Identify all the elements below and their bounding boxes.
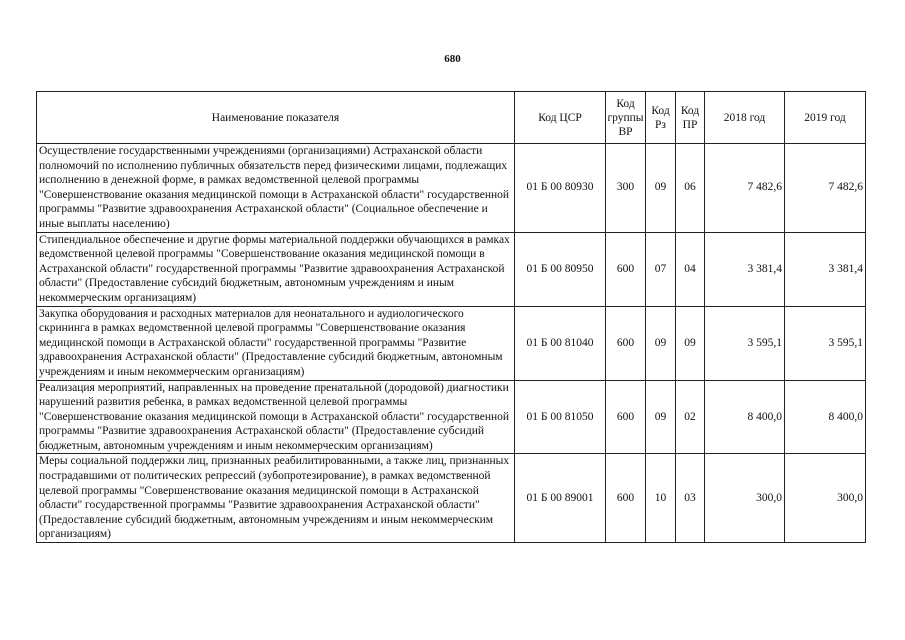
header-year-2019: 2019 год — [785, 92, 866, 144]
header-indicator-name: Наименование показателя — [37, 92, 515, 144]
row-amount-2019: 300,0 — [785, 454, 866, 543]
row-rz-code: 09 — [646, 380, 676, 454]
table-header-row — [37, 92, 866, 144]
row-pr-code: 06 — [676, 144, 705, 233]
row-indicator-name: Осуществление государственными учреждениями (организациями) Астраханской области полномочий по исполнению публичных обязательств перед физическими лицами, подлежащих исполнению в денежной форме, в рамках ведомственной целевой программы "Совершенствование оказания медицинской помощи в Астраханской области" государственной программы "Развитие здравоохранения Астраханской области" (Социальное обеспечение и иные выплаты населению) — [37, 144, 515, 233]
row-amount-2018: 3 381,4 — [705, 232, 785, 306]
table-row — [37, 380, 866, 454]
table-row — [37, 454, 866, 543]
header-year-2018: 2018 год — [705, 92, 785, 144]
header-rz-code: Код Рз — [646, 92, 676, 144]
row-amount-2018: 3 595,1 — [705, 306, 785, 380]
row-amount-2019: 7 482,6 — [785, 144, 866, 233]
row-vr-code: 300 — [606, 144, 646, 233]
row-csr-code: 01 Б 00 80950 — [515, 232, 606, 306]
row-vr-code: 600 — [606, 232, 646, 306]
row-csr-code: 01 Б 00 89001 — [515, 454, 606, 543]
row-indicator-name: Стипендиальное обеспечение и другие формы материальной поддержки обучающихся в рамках ведомственной целевой программы "Совершенствование оказания медицинской помощи в Астраханской области" государственной программы "Развитие здравоохранения Астраханской области" (Предоставление субсидий бюджетным, автономным учреждениям и иным некоммерческим организациям) — [37, 232, 515, 306]
page-number: 680 — [444, 53, 461, 65]
row-csr-code: 01 Б 00 81040 — [515, 306, 606, 380]
row-pr-code: 02 — [676, 380, 705, 454]
row-pr-code: 09 — [676, 306, 705, 380]
row-rz-code: 09 — [646, 306, 676, 380]
row-rz-code: 09 — [646, 144, 676, 233]
table-row — [37, 232, 866, 306]
row-indicator-name: Закупка оборудования и расходных материалов для неонатального и аудиологического скрининга в рамках ведомственной целевой программы "Совершенствование оказания медицинской помощи в Астраханской области" государственной программы "Развитие здравоохранения Астраханской области" (Предоставление субсидий бюджетным, автономным учреждениям и иным некоммерческим организациям) — [37, 306, 515, 380]
header-csr-code: Код ЦСР — [515, 92, 606, 144]
row-amount-2018: 8 400,0 — [705, 380, 785, 454]
table-row — [37, 144, 866, 233]
row-vr-code: 600 — [606, 306, 646, 380]
row-rz-code: 10 — [646, 454, 676, 543]
row-amount-2019: 3 381,4 — [785, 232, 866, 306]
row-amount-2018: 300,0 — [705, 454, 785, 543]
row-indicator-name: Реализация мероприятий, направленных на проведение пренатальной (дородовой) диагностики нарушений развития ребенка, в рамках ведомственной целевой программы "Совершенствование оказания медицинской помощи в Астраханской области" государственной программы "Развитие здравоохранения Астраханской области" (Предоставление субсидий бюджетным, автономным учреждениям и иным некоммерческим организациям) — [37, 380, 515, 454]
row-csr-code: 01 Б 00 81050 — [515, 380, 606, 454]
row-amount-2019: 8 400,0 — [785, 380, 866, 454]
header-vr-code: Код группы ВР — [606, 92, 646, 144]
row-vr-code: 600 — [606, 454, 646, 543]
row-amount-2019: 3 595,1 — [785, 306, 866, 380]
row-amount-2018: 7 482,6 — [705, 144, 785, 233]
row-vr-code: 600 — [606, 380, 646, 454]
row-indicator-name: Меры социальной поддержки лиц, признанных реабилитированными, а также лиц, признанных пострадавшими от политических репрессий (зубопротезирование), в рамках ведомственной целевой программы "Совершенствование оказания медицинской помощи в Астраханской области" государственной программы "Развитие здравоохранения Астраханской области" (Предоставление субсидий бюджетным, автономным учреждениям и иным некоммерческим организациям) — [37, 454, 515, 543]
row-pr-code: 03 — [676, 454, 705, 543]
row-pr-code: 04 — [676, 232, 705, 306]
row-rz-code: 07 — [646, 232, 676, 306]
row-csr-code: 01 Б 00 80930 — [515, 144, 606, 233]
header-pr-code: Код ПР — [676, 92, 705, 144]
table-row — [37, 306, 866, 380]
budget-table — [36, 91, 866, 543]
